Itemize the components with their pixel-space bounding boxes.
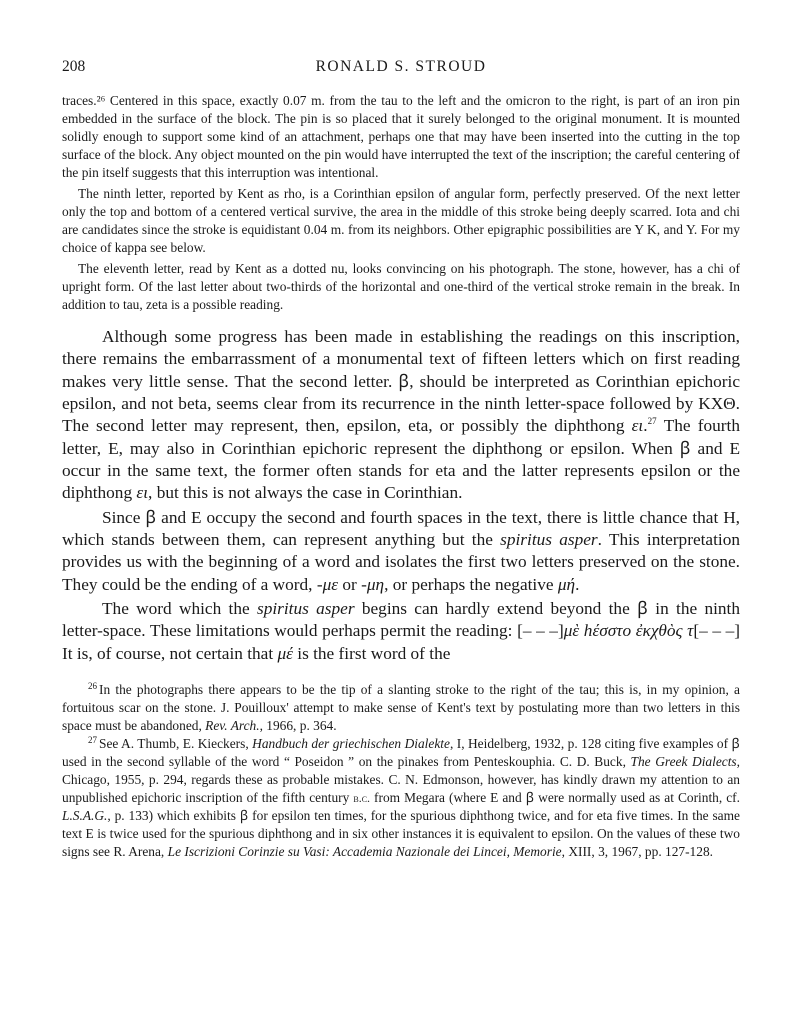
corinthian-epsilon-glyph: ꞵ <box>637 599 648 619</box>
corinthian-epsilon-glyph: ꞵ <box>398 371 410 391</box>
corinthian-epsilon-glyph: ꞵ <box>145 507 157 527</box>
commentary-paragraph: The ninth letter, reported by Kent as rho, is a Corinthian epsilon of angular form, perfectly preserved. Of the next letter only the top and bottom of a centered vertical survive, the area in the middle of this stroke being deeply scarred. Iota and chi are candidates since the stroke is equidistant 0.04 m. from its neighbors. Other epigraphic possibilities are Y K, and Y. For my choice of kappa see below. <box>62 186 740 255</box>
commentary-block <box>62 92 740 314</box>
main-text <box>62 326 740 665</box>
corinthian-epsilon-glyph: ꞵ <box>239 808 249 824</box>
greek-reading: μὲ hέσστο ἐκχθὸς τ <box>563 621 694 641</box>
page-number: 208 <box>62 58 86 75</box>
corinthian-epsilon-glyph: ꞵ <box>525 789 535 805</box>
corinthian-epsilon-glyph: ꞵ <box>731 736 740 752</box>
page-header <box>62 56 740 82</box>
commentary-paragraph: The eleventh letter, read by Kent as a dotted nu, looks convincing on his photograph. The stone, however, has a chi of upright form. Of the last letter about two-thirds of the horizontal and one-third of the vertical stroke remain in the break. In addition to tau, zeta is a possible reading. <box>62 261 740 312</box>
page <box>62 56 740 862</box>
running-head: RONALD S. STROUD <box>315 58 487 75</box>
footnote-26: $^{26}$ In the photographs there appears to be the tip of a slanting stroke to the right of the tau; this is, in my opinion, a fortuitous scar on the stone. J. Pouilloux' attempt to make sense of Kent's text by postulating more than two letters in this space must be abandoned, Rev. Arch., 1966, p. 364. <box>62 680 740 733</box>
footnote-ref: 27 <box>647 416 657 427</box>
corinthian-epsilon-glyph: ꞵ <box>679 438 691 458</box>
footnotes <box>62 681 740 861</box>
body-paragraph: Since ꞵ and E occupy the second and fourth spaces in the text, there is little chance that H, which stands between them, can represent anything but the spiritus asper. This interpretation provides us with the beginning of a word and isolates the first two letters preserved on the stone. They could be the ending of a word, -με or -μη, or perhaps the negative μή. <box>62 507 740 594</box>
body-paragraph: The word which the spiritus asper begins can hardly extend beyond the ꞵ in the ninth letter-space. These limitations would perhaps permit the reading: [– – –]μὲ hέσστο ἐκχθὸς τ[– – –] It is, of course, not certain that μέ is the first word of the <box>62 599 740 663</box>
footnote-27: $^{27}$ See A. Thumb, E. Kieckers, Handbuch der griechischen Dialekte, I, Heidelberg, 1932, p. 128 citing five examples of ꞵ used in the second syllable of the word “ Poseidon ” on the pinakes from Penteskouphia. C. D. Buck, The Greek Dialects, Chicago, 1955, p. 294, regards these as probable mistakes. C. N. Edmonson, however, has kindly drawn my attention to an unpublished epichoric inscription of the fifth century b.c. from Megara (where E and ꞵ were normally used as at Corinth, cf. L.S.A.G., p. 133) which exhibits ꞵ for epsilon ten times, for the spurious diphthong twice, and for eta five times. In the same text E is twice used for the spurious diphthong and in six other instances it is equivalent to epsilon. On the values of these two signs see R. Arena, Le Iscrizioni Corinzie su Vasi: Accademia Nazionale dei Lincei, Memorie, XIII, 3, 1967, pp. 127-128. <box>62 734 741 859</box>
body-paragraph: Although some progress has been made in establishing the readings on this inscription, there remains the embarrassment of a monumental text of fifteen letters which on first reading makes very little sense. That the second letter. ꞵ, should be interpreted as Corinthian epichoric epsilon, and not beta, seems clear from its recurrence in the ninth letter-space followed by ΚΧΘ. The second letter may represent, then, epsilon, eta, or possibly the diphthong ει.$^{27}$ The fourth letter, E, may also in Corinthian epichoric represent the diphthong or epsilon. When ꞵ and E occur in the same text, the former often stands for eta and the latter represents epsilon or the diphthong ει, but this is not always the case in Corinthian. <box>62 327 740 503</box>
commentary-paragraph: traces.²⁶ Centered in this space, exactly 0.07 m. from the tau to the left and the omicron to the right, is part of an iron pin embedded in the surface of the block. The pin is so placed that it surely belonged to the original monument. It is mounted solidly enough to support some kind of an attachment, perhaps one that may have been inserted into the cutting in the top surface of the block. Any object mounted on the pin would have interrupted the text of the inscription; the careful centering of the pin itself suggests that this interruption was intentional. <box>62 93 740 180</box>
greek-letters: ΚΧΘ <box>698 394 736 414</box>
